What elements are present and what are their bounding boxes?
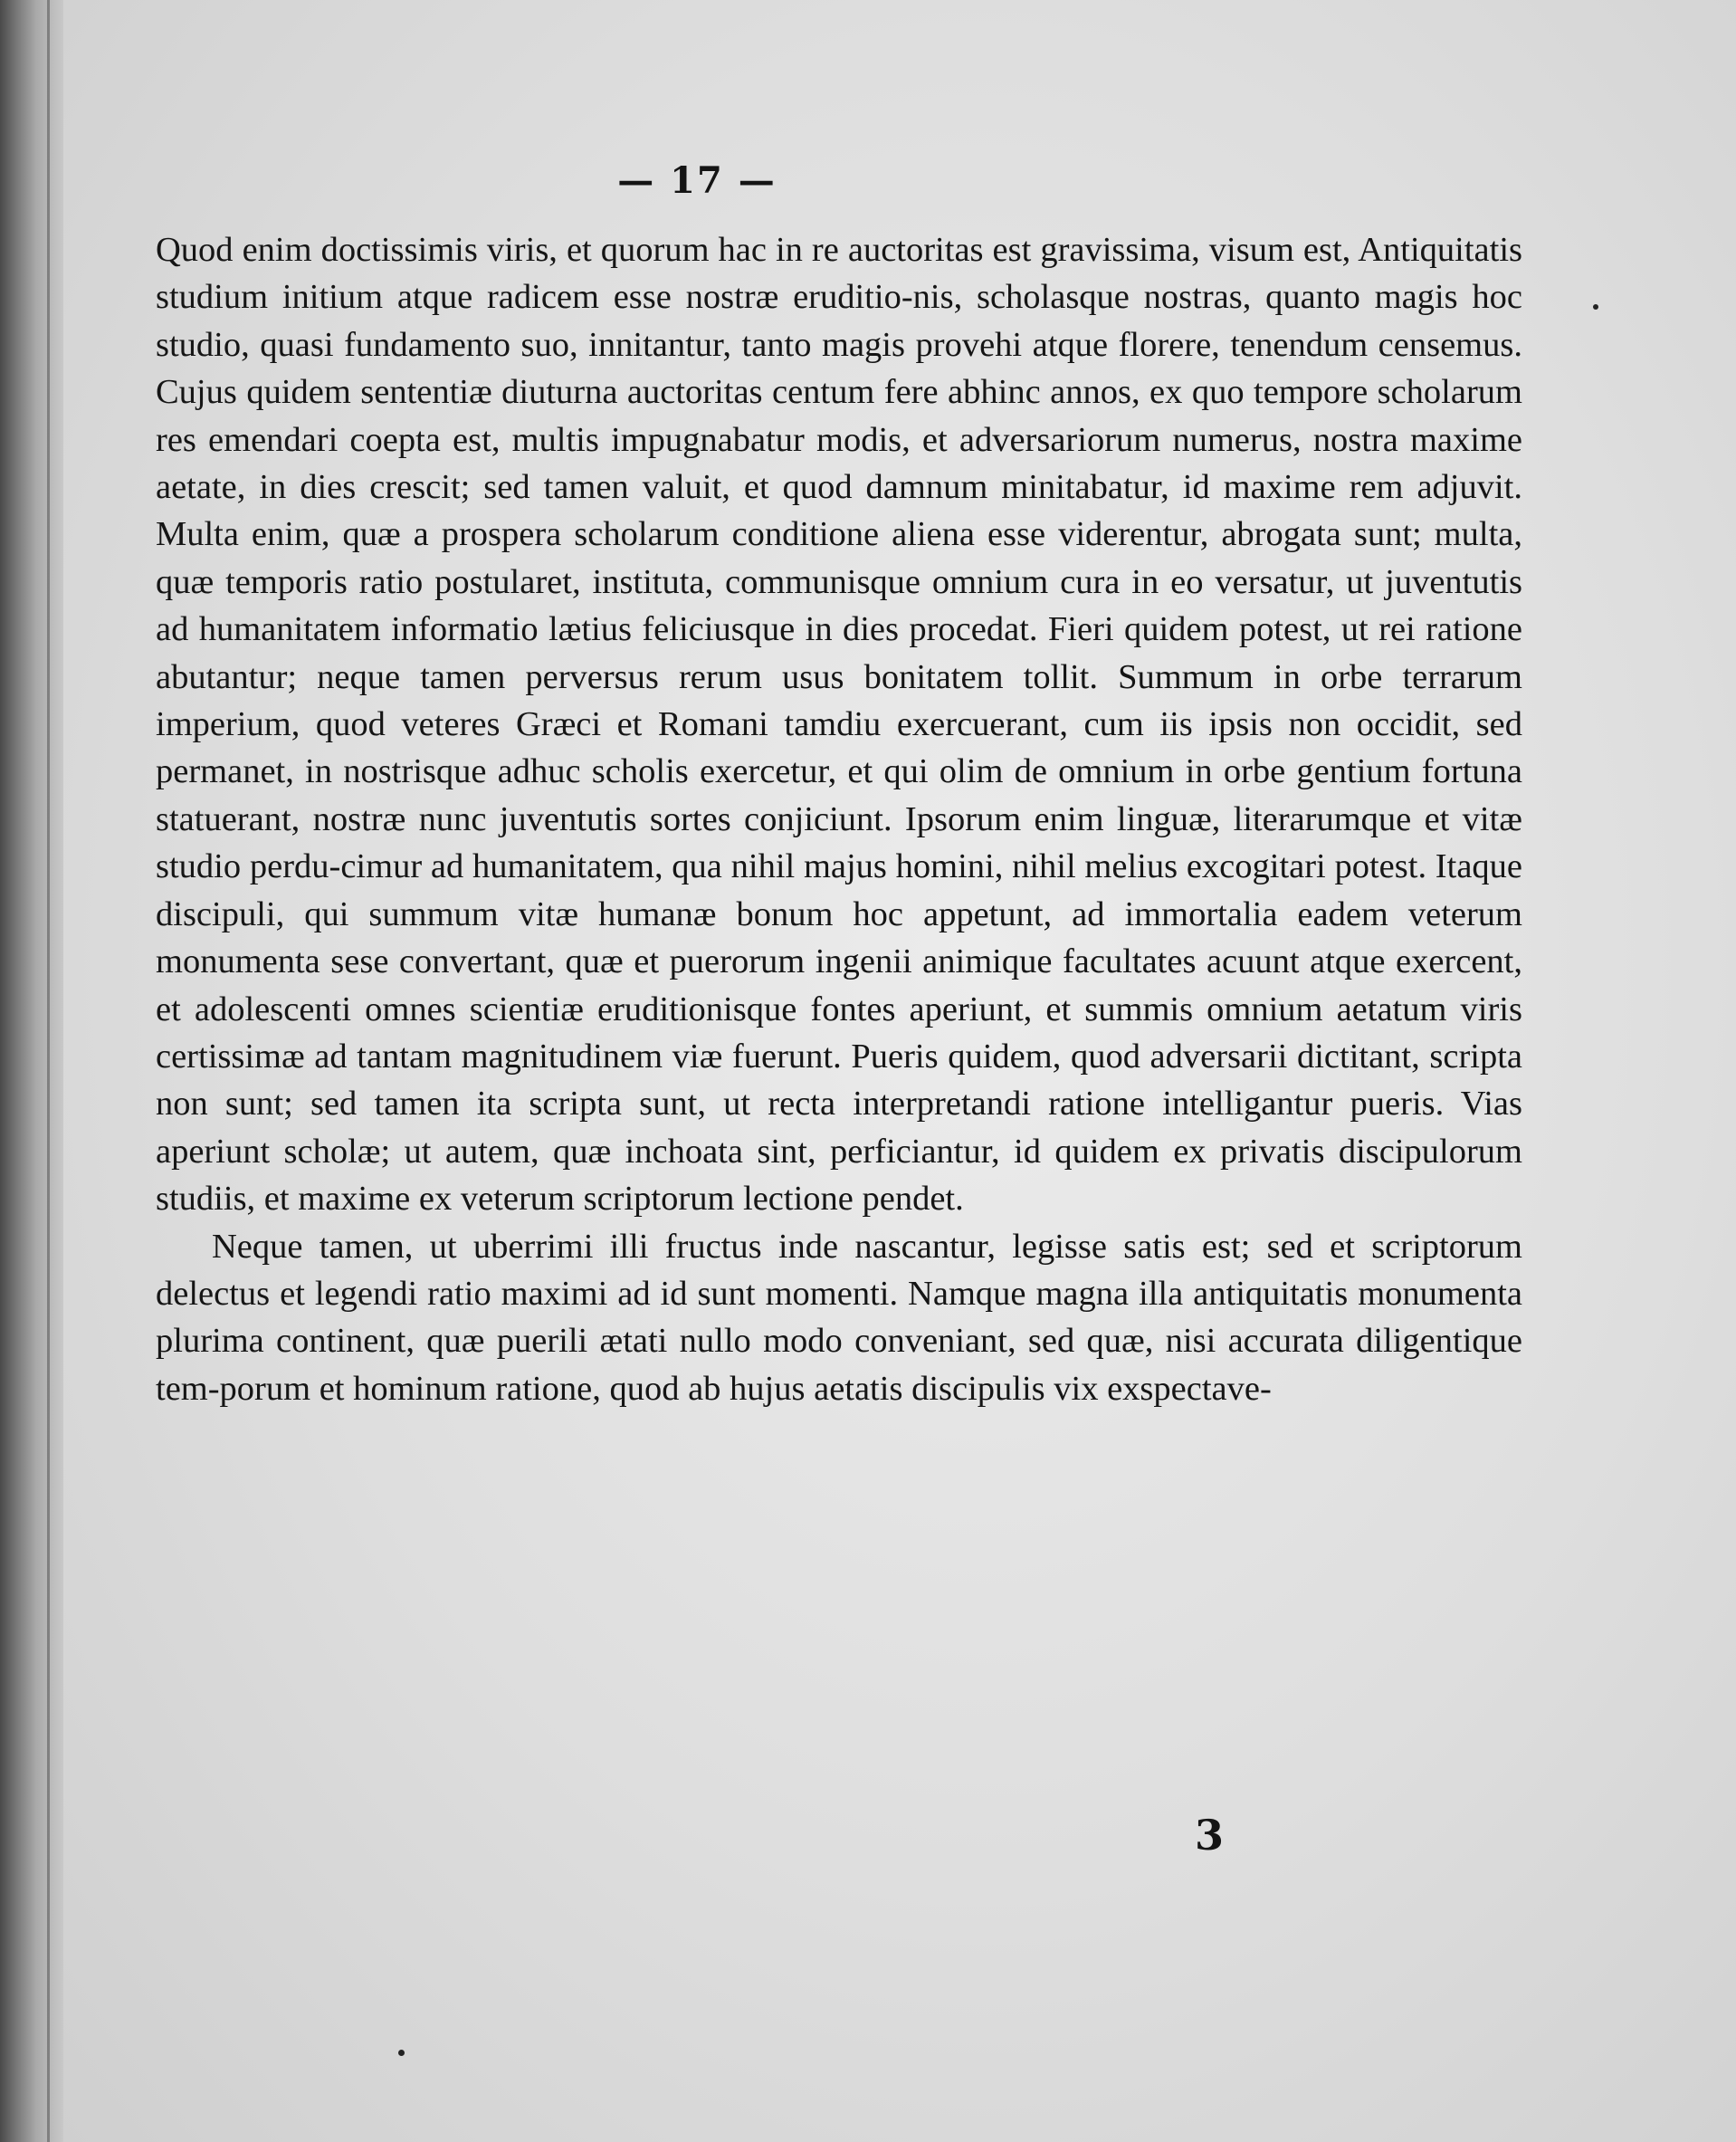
signature-mark: 3 — [1195, 1811, 1225, 1860]
gutter-shadow — [47, 0, 50, 2142]
ink-speck — [1593, 304, 1598, 310]
book-gutter — [0, 0, 63, 2142]
paragraph-2: Neque tamen, ut uberrimi illi fructus inde nascantur, legisse satis est; sed et scriptorum delectus et legendi ratio maximi ad id sunt momenti. Namque magna illa antiquitatis monumenta plurima continent, quæ puerili ætati nullo modo conveniant, sed quæ, nisi accurata diligentique tem-porum et hominum ratione, quod ab hujus aetatis discipulis vix exspectave- — [156, 1227, 1522, 1408]
page-surface — [63, 0, 1736, 2142]
page-number-header: — 17 — — [617, 159, 777, 202]
body-text — [156, 226, 1522, 1412]
paragraph-1: Quod enim doctissimis viris, et quorum hac in re auctoritas est gravissima, visum est, Antiquitatis studium initium atque radicem esse nostræ eruditio-nis, scholasque nostras, quanto magis hoc studio, quasi fundamento suo, innitantur, tanto magis provehi atque florere, tenendum censemus. Cujus quidem sententiæ diuturna auctoritas centum fere abhinc annos, ex quo tempore scholarum res emendari coepta est, multis impugnabatur modis, et adversariorum numerus, nostra maxime aetate, in dies crescit; sed tamen valuit, et quod damnum minitabatur, id maxime rem adjuvit. Multa enim, quæ a prospera scholarum conditione aliena esse viderentur, abrogata sunt; multa, quæ temporis ratio postularet, instituta, communisque omnium cura in eo versatur, ut juventutis ad humanitatem informatio lætius feliciusque in dies procedat. Fieri quidem potest, ut rei ratione abutantur; neque tamen perversus rerum usus bonitatem tollit. Summum in orbe terrarum imperium, quod veteres Græci et Romani tamdiu exercuerant, cum iis ipsis non occidit, sed permanet, in nostrisque adhuc scholis exercetur, et qui olim de omnium in orbe gentium fortuna statuerant, nostræ nunc juventutis sortes conjiciunt. Ipsorum enim linguæ, literarumque et vitæ studio perdu-cimur ad humanitatem, qua nihil majus homini, nihil melius excogitari potest. Itaque discipuli, qui summum vitæ humanæ bonum hoc appetunt, ad immortalia eadem veterum monumenta sese convertant, quæ et puerorum ingenii animique facultates acuunt atque exercent, et adolescenti omnes scientiæ eruditionisque fontes aperiunt, et summis omnium aetatum viris certissimæ ad tantam magnitudinem viæ fuerunt. Pueris quidem, quod adversarii dictitant, scripta non sunt; sed tamen ita scripta sunt, ut recta interpretandi ratione intelligantur pueris. Vias aperiunt scholæ; ut autem, quæ inchoata sint, perficiantur, id quidem ex privatis discipulorum studiis, et maxime ex veterum scriptorum lectione pendet. — [156, 231, 1522, 1219]
ink-speck — [398, 2050, 405, 2056]
